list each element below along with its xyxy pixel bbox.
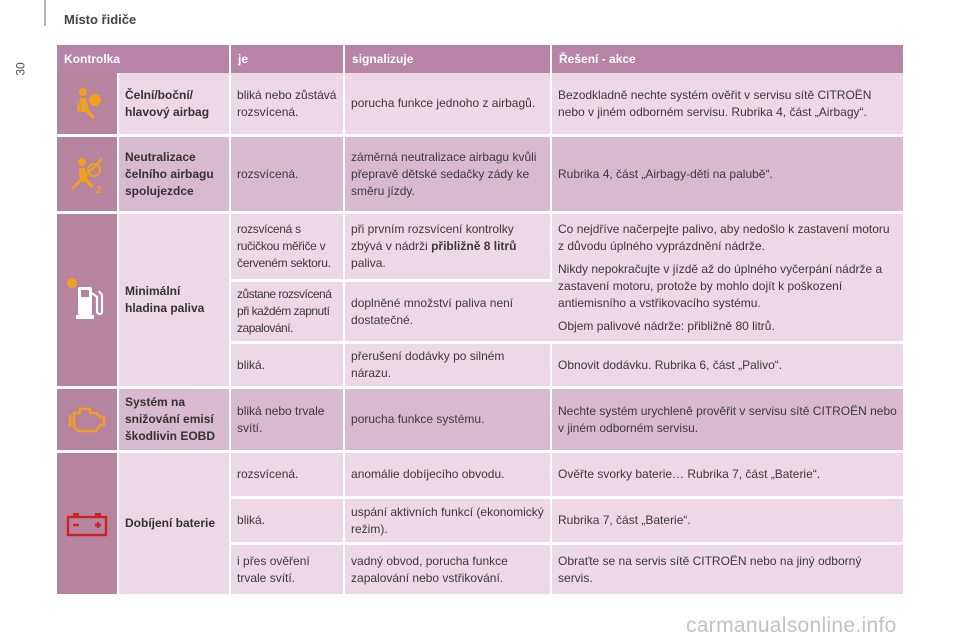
table-header-row bbox=[57, 45, 903, 73]
table-row-fuel-1 bbox=[57, 214, 903, 282]
warning-lights-table bbox=[57, 45, 903, 597]
state-battery-1: rozsvícená. bbox=[231, 453, 345, 499]
signal-airbag: porucha funkce jednoho z airbagů. bbox=[345, 73, 552, 137]
table-row-battery-1 bbox=[57, 453, 903, 499]
action-fuel-p1: Co nejdříve načerpejte palivo, aby nedošlo k zastavení motoru z důvodu úplného vyprázdnění nádrže. bbox=[558, 221, 890, 253]
signal-eobd: porucha funkce systému. bbox=[345, 389, 552, 453]
signal-battery-3: vadný obvod, porucha funkce zapalování nebo vstřikování. bbox=[345, 545, 552, 597]
state-fuel-3: bliká. bbox=[231, 344, 345, 389]
action-battery-3: Obraťte se na servis sítě CITROËN nebo na jiný odborný servis. bbox=[552, 545, 903, 597]
action-fuel-p3: Objem palivové nádrže: přibližně 80 litrů. bbox=[558, 318, 775, 333]
action-battery-2: Rubrika 7, část „Baterie“. bbox=[552, 499, 903, 545]
table-row-airbag bbox=[57, 73, 903, 137]
passenger-airbag-off-icon bbox=[66, 153, 108, 195]
signal-battery-1: anomálie dobíjecího obvodu. bbox=[345, 453, 552, 499]
page-number: 30 bbox=[13, 62, 28, 76]
signal-fuel-1-a: při prvním rozsvícení kontrolky zbývá v nádrži bbox=[351, 222, 514, 253]
action-battery-1: Ověřte svorky baterie… Rubrika 7, část „Baterie“. bbox=[552, 453, 903, 499]
icon-cell-fuel bbox=[57, 214, 119, 389]
icon-cell-airbag bbox=[57, 73, 119, 137]
watermark: carmanualsonline.info bbox=[686, 614, 897, 637]
engine-icon bbox=[64, 403, 110, 437]
signal-fuel-1 bbox=[345, 214, 552, 282]
action-fuel-p2: Nikdy nepokračujte v jízdě až do úplného vyčerpání nádrže a zastavení motoru, protože by mohlo dojít k poškození antiemisního a vstřikovacího systému. bbox=[558, 261, 883, 310]
signal-battery-2: uspání aktivních funkcí (ekonomický režim). bbox=[345, 499, 552, 545]
svg-text:2: 2 bbox=[96, 185, 102, 195]
action-passenger-airbag: Rubrika 4, část „Airbagy-děti na palubě“. bbox=[552, 137, 903, 214]
signal-fuel-2: doplněné množství paliva není dostatečné. bbox=[345, 282, 552, 344]
action-eobd: Nechte systém urychleně prověřit v servisu sítě CITROËN nebo v jiném odborném servisu. bbox=[552, 389, 903, 453]
state-airbag: bliká nebo zůstává rozsvícená. bbox=[231, 73, 345, 137]
state-eobd: bliká nebo trvale svítí. bbox=[231, 389, 345, 453]
signal-passenger-airbag: záměrná neutralizace airbagu kvůli přepravě dětské sedačky zády ke směru jízdy. bbox=[345, 137, 552, 214]
signal-fuel-1-b: přibližně 8 litrů bbox=[431, 239, 517, 253]
name-airbag: Čelní/boční/ hlavový airbag bbox=[119, 73, 231, 137]
airbag-icon bbox=[67, 84, 107, 124]
fuel-pump-icon bbox=[64, 275, 110, 325]
name-eobd: Systém na snižování emisí škodlivin EOBD bbox=[119, 389, 231, 453]
state-battery-3: i přes ověření trvale svítí. bbox=[231, 545, 345, 597]
header-je: je bbox=[231, 45, 345, 73]
state-passenger-airbag: rozsvícená. bbox=[231, 137, 345, 214]
header-reseni: Řešení - akce bbox=[552, 45, 903, 73]
state-fuel-1: rozsvícená s ručičkou měřiče v červeném sektoru. bbox=[231, 214, 345, 282]
icon-cell-eobd bbox=[57, 389, 119, 453]
state-battery-2: bliká. bbox=[231, 499, 345, 545]
section-title: Místo řidiče bbox=[64, 12, 137, 27]
name-fuel: Minimální hladina paliva bbox=[119, 214, 231, 389]
signal-fuel-3: přerušení dodávky po silném nárazu. bbox=[345, 344, 552, 389]
state-fuel-2: zůstane rozsvícená při každém zapnutí zapalování. bbox=[231, 282, 345, 344]
header-kontrolka: Kontrolka bbox=[57, 45, 231, 73]
page-edge-bar bbox=[44, 0, 46, 26]
action-fuel-3: Obnovit dodávku. Rubrika 6, část „Palivo“. bbox=[552, 344, 903, 389]
signal-fuel-1-c: paliva. bbox=[351, 256, 386, 270]
icon-cell-battery bbox=[57, 453, 119, 597]
header-signalizuje: signalizuje bbox=[345, 45, 552, 73]
icon-cell-passenger bbox=[57, 137, 119, 214]
action-airbag: Bezodkladně nechte systém ověřit v servisu sítě CITROËN nebo v jiném odborném servisu. Rubrika 4, část „Airbagy“. bbox=[552, 73, 903, 137]
table-row-passenger-airbag bbox=[57, 137, 903, 214]
name-battery: Dobíjení baterie bbox=[119, 453, 231, 597]
action-fuel-1 bbox=[552, 214, 903, 344]
battery-icon bbox=[64, 509, 110, 539]
name-passenger-airbag: Neutralizace čelního airbagu spolujezdce bbox=[119, 137, 231, 214]
table-row-eobd bbox=[57, 389, 903, 453]
